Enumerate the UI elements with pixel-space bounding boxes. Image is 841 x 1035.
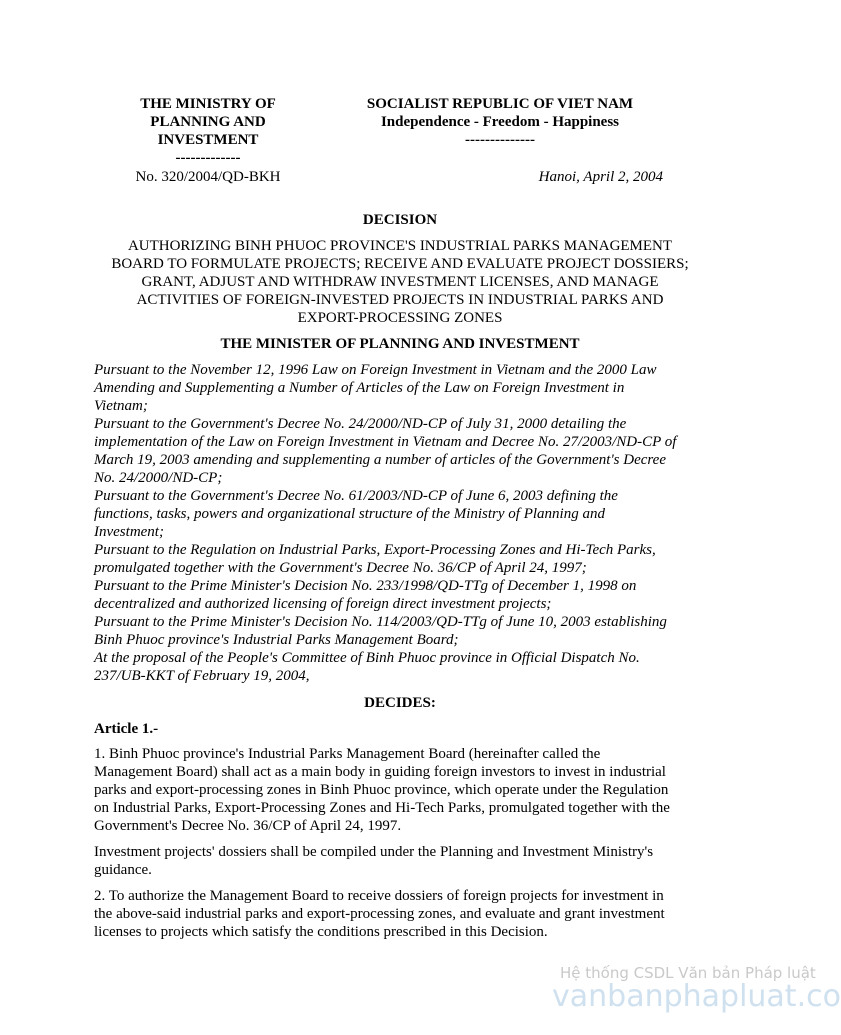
- preamble-line: Vietnam;: [94, 398, 148, 414]
- article-body: [94, 745, 706, 949]
- preamble-line: No. 24/2000/ND-CP;: [94, 470, 223, 486]
- document-date: Hanoi, April 2, 2004: [538, 169, 663, 185]
- national-motto: [330, 95, 670, 149]
- preamble: [94, 361, 714, 685]
- header-divider: -------------: [175, 150, 241, 166]
- article-paragraph: [94, 843, 706, 879]
- subtitle-line: AUTHORIZING BINH PHUOC PROVINCE'S INDUSTRIAL PARKS MANAGEMENT: [127, 238, 673, 254]
- document-subtitle: [94, 237, 706, 327]
- subtitle-line: GRANT, ADJUST AND WITHDRAW INVESTMENT LICENSES, AND MANAGE: [141, 274, 659, 290]
- paragraph-line: Government's Decree No. 36/CP of April 24, 1997.: [94, 818, 402, 834]
- preamble-line: At the proposal of the People's Committee of Binh Phuoc province in Official Dispatch No.: [94, 650, 640, 666]
- subtitle-line: BOARD TO FORMULATE PROJECTS; RECEIVE AND EVALUATE PROJECT DOSSIERS;: [111, 256, 689, 272]
- preamble-line: Pursuant to the Regulation on Industrial Parks, Export-Processing Zones and Hi-Tech Parks,: [94, 542, 656, 558]
- preamble-line: March 19, 2003 amending and supplementing a number of articles of the Government's Decree: [94, 452, 666, 468]
- preamble-line: Pursuant to the Prime Minister's Decision No. 114/2003/QD-TTg of June 10, 2003 establishing: [94, 614, 667, 630]
- article-paragraph: [94, 887, 706, 941]
- preamble-line: Pursuant to the Government's Decree No. 24/2000/ND-CP of July 31, 2000 detailing the: [94, 416, 627, 432]
- minister-heading: THE MINISTER OF PLANNING AND INVESTMENT: [220, 336, 580, 352]
- article-heading: Article 1.-: [94, 721, 159, 737]
- preamble-line: implementation of the Law on Foreign Investment in Vietnam and Decree No. 27/2003/ND-CP of: [94, 434, 677, 450]
- subtitle-line: ACTIVITIES OF FOREIGN-INVESTED PROJECTS IN INDUSTRIAL PARKS AND: [136, 292, 664, 308]
- decides-heading: DECIDES:: [364, 695, 436, 711]
- paragraph-line: on Industrial Parks, Export-Processing Zones and Hi-Tech Parks, promulgated together with the: [94, 800, 670, 816]
- paragraph-line: 2. To authorize the Management Board to receive dossiers of foreign projects for investment in: [94, 888, 664, 904]
- watermark-site: vanbanphapluat.co: [552, 979, 841, 1014]
- preamble-line: Investment;: [94, 524, 164, 540]
- paragraph-line: Investment projects' dossiers shall be compiled under the Planning and Investment Ministry's: [94, 844, 654, 860]
- preamble-line: Amending and Supplementing a Number of Articles of the Law on Foreign Investment in: [94, 380, 625, 396]
- issuing-authority: [118, 95, 298, 167]
- motto-line: Independence - Freedom - Happiness: [380, 114, 620, 130]
- paragraph-line: parks and export-processing zones in Binh Phuoc province, which operate under the Regulation: [94, 782, 669, 798]
- subtitle-line: EXPORT-PROCESSING ZONES: [297, 310, 503, 326]
- issuing-authority-line: INVESTMENT: [157, 132, 259, 148]
- preamble-line: decentralized and authorized licensing of foreign direct investment projects;: [94, 596, 552, 612]
- preamble-line: promulgated together with the Government's Decree No. 36/CP of April 24, 1997;: [94, 560, 587, 576]
- issuing-authority-line: PLANNING AND: [150, 114, 266, 130]
- country-name: SOCIALIST REPUBLIC OF VIET NAM: [366, 96, 634, 112]
- paragraph-line: Management Board) shall act as a main body in guiding foreign investors to invest in industrial: [94, 764, 666, 780]
- preamble-line: Binh Phuoc province's Industrial Parks Management Board;: [94, 632, 459, 648]
- watermark-caption: Hệ thống CSDL Văn bản Pháp luật: [560, 964, 816, 982]
- paragraph-line: 1. Binh Phuoc province's Industrial Parks Management Board (hereinafter called the: [94, 746, 601, 762]
- preamble-line: 237/UB-KKT of February 19, 2004,: [94, 668, 310, 684]
- preamble-line: functions, tasks, powers and organizational structure of the Ministry of Planning and: [94, 506, 605, 522]
- paragraph-line: the above-said industrial parks and export-processing zones, and evaluate and grant investment: [94, 906, 665, 922]
- document-number: No. 320/2004/QD-BKH: [135, 169, 281, 185]
- preamble-line: Pursuant to the Prime Minister's Decision No. 233/1998/QD-TTg of December 1, 1998 on: [94, 578, 637, 594]
- article-paragraph: [94, 745, 706, 835]
- paragraph-line: licenses to projects which satisfy the conditions prescribed in this Decision.: [94, 924, 548, 940]
- paragraph-line: guidance.: [94, 862, 152, 878]
- issuing-authority-line: THE MINISTRY OF: [140, 96, 276, 112]
- preamble-line: Pursuant to the Government's Decree No. 61/2003/ND-CP of June 6, 2003 defining the: [94, 488, 618, 504]
- header-divider: --------------: [465, 132, 535, 148]
- preamble-line: Pursuant to the November 12, 1996 Law on Foreign Investment in Vietnam and the 2000 Law: [94, 362, 657, 378]
- document-title: DECISION: [362, 212, 438, 228]
